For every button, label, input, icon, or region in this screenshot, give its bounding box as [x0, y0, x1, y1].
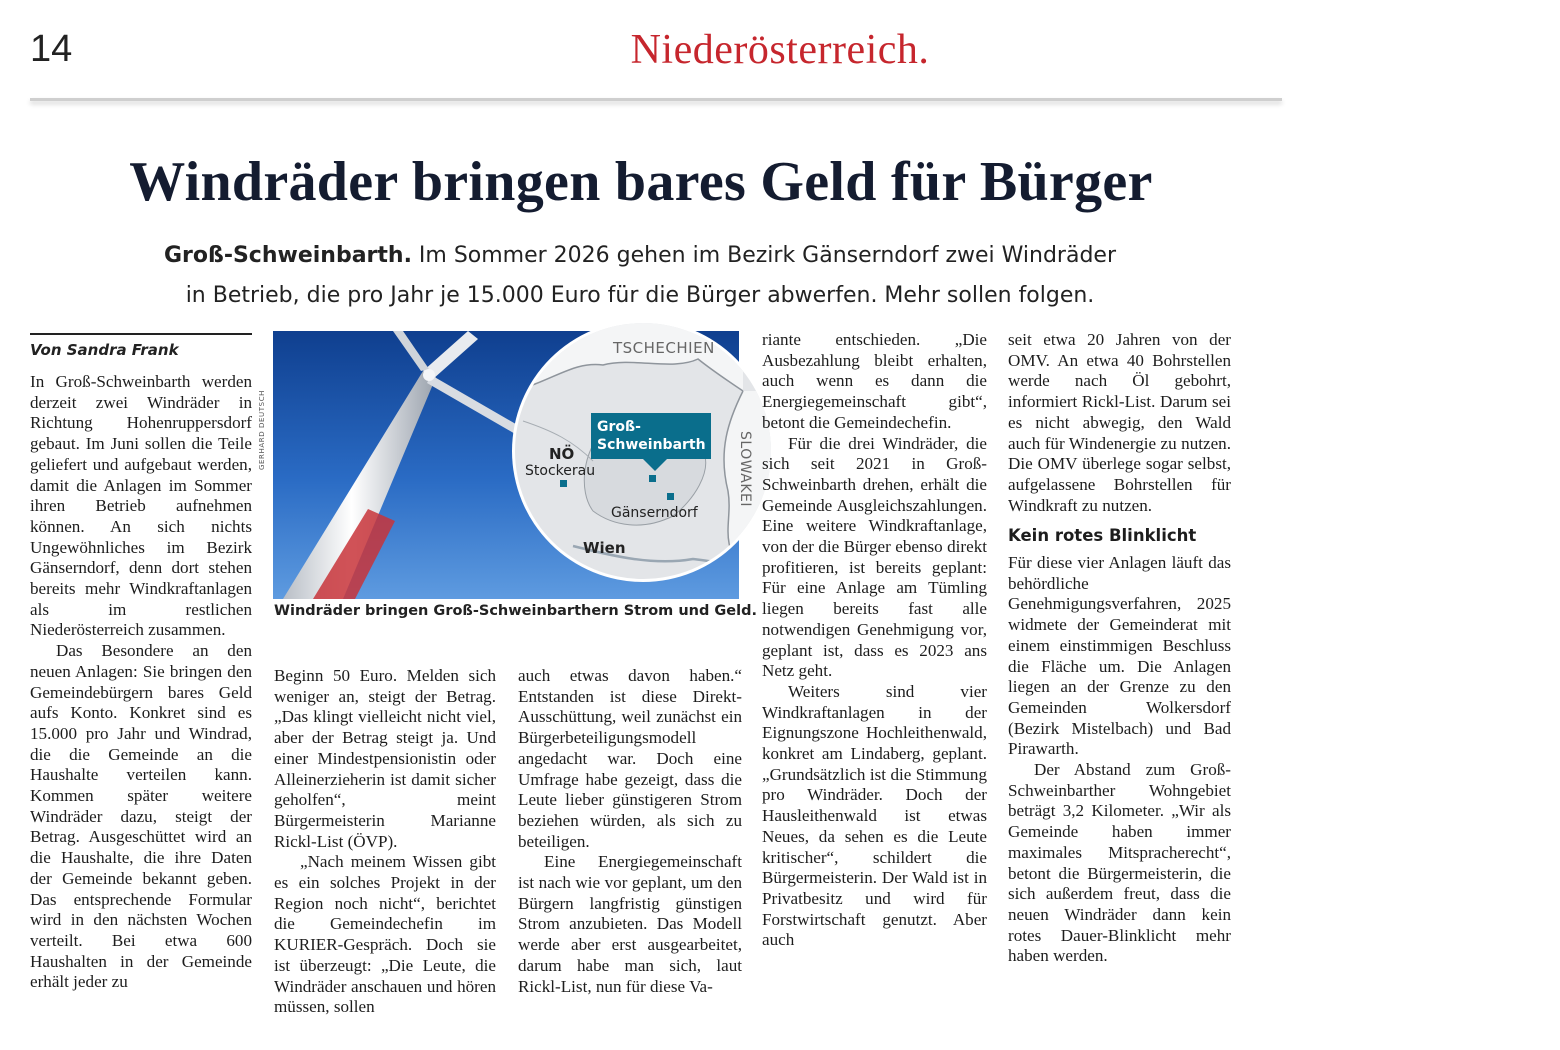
map-highlight-line-2: Schweinbarth	[597, 437, 706, 453]
paragraph: Der Abstand zum Groß-Schweinbarther Wohngebiet beträgt 3,2 Kilometer. „Wir als Gemeinde haben immer maximales Mitspracherecht“, betont die Bürgermeisterin, die sich außerdem freut, dass die neuen Windräder dann kein rotes Dauer-Blinklicht mehr haben werden.	[1008, 760, 1231, 966]
map-label-capital: Wien	[583, 539, 626, 557]
column-4	[762, 330, 987, 951]
map-marker-gross-schweinbarth	[649, 475, 656, 482]
paragraph: Für diese vier Anlagen läuft das behördliche Genehmigungsverfahren, 2025 widmete der Gemeinderat mit einem einstimmigen Beschluss die Fläche um. Die Anlagen liegen an der Grenze zu den Gemeinden Wolkersdorf (Bezirk Mistelbach) und Bad Pirawarth.	[1008, 553, 1231, 759]
column-1	[30, 372, 252, 993]
map-label-city-2: Gänserndorf	[611, 505, 698, 521]
byline-rule	[30, 333, 252, 335]
paragraph: Beginn 50 Euro. Melden sich weniger an, steigt der Betrag. „Das klingt vielleicht nicht viel, aber der Betrag steigt ja. Und einer Mindestpensionistin oder Alleinerzieherin ist damit sicher geholfen“, meint Bürgermeisterin Marianne Rickl-List (ÖVP).	[274, 666, 496, 851]
map-highlight-line-1: Groß-	[597, 419, 641, 435]
wind-turbine-map-graphic	[273, 331, 753, 599]
paragraph: seit etwa 20 Jahren von der OMV. An etwa 40 Bohrstellen werde nach Öl gebohrt, informiert Rickl-List. Darum sei es nicht abwegig, den Wald auch für Windenergie zu nutzen. Die OMV überlege sogar selbst, aufgelassene Bohrstellen für Windkraft zu nutzen.	[1008, 330, 1231, 515]
photo-credit: GERHARD DEUTSCH	[258, 389, 266, 470]
map-label-north: TSCHECHIEN	[613, 339, 715, 357]
paragraph: riante entschieden. „Die Ausbezahlung bleibt erhalten, auch wenn es dann die Energiegemeinschaft gibt“, betont die Gemeindechefin.	[762, 330, 987, 432]
paragraph: In Groß-Schweinbarth werden derzeit zwei Windräder in Richtung Hohenruppersdorf gebaut. Im Juni sollen die Teile geliefert und aufgebaut werden, damit die Anlagen im Sommer ihren Betrieb aufnehmen können. An sich nichts Ungewöhnliches im Bezirk Gänserndorf, denn dort stehen bereits mehr Windkraftanlagen als im restlichen Niederösterreich zusammen.	[30, 372, 252, 640]
headline: Windräder bringen bares Geld für Bürger	[129, 151, 1153, 213]
article-photo	[273, 331, 753, 599]
subheading: Kein rotes Blinklicht	[1008, 526, 1197, 546]
map-marker-gaenserndorf	[667, 493, 674, 500]
paragraph: „Nach meinem Wissen gibt es ein solches Projekt in der Region noch nicht“, berichtet die Gemeindechefin im KURIER-Gespräch. Doch sie ist überzeugt: „Die Leute, die Windräder anschauen und hören müssen, sollen	[274, 852, 496, 1017]
turbine-hub	[423, 369, 435, 381]
lead-place: Groß-Schweinbarth.	[163, 243, 412, 268]
map-label-city-1: Stockerau	[525, 463, 596, 479]
column-2	[274, 666, 496, 1018]
paragraph: Das Besondere an den neuen Anlagen: Sie bringen den Gemeindebürgern bares Geld aufs Konto. Konkret sind es 15.000 pro Jahr und Windrad, die die Gemeinde an die Haushalte verteilen kann. Kommen später weitere Windräder dazu, steigt der Betrag. Ausgeschüttet wird an die Haushalte, die ihre Daten der Gemeinde bekannt geben. Das entsprechende Formular wird in den nächsten Wochen verteilt. Bei etwa 600 Haushalten in der Gemeinde erhält jeder zu	[30, 641, 252, 992]
byline: Von Sandra Frank	[30, 341, 179, 359]
paragraph: auch etwas davon haben.“ Entstanden ist diese Direkt-Ausschüttung, weil zunächst ein Bürgerbeteiligungsmodell angedacht war. Doch eine Umfrage habe gezeigt, dass die Leute lieber günstigeren Strom beziehen würden, als sich zu beteiligen.	[518, 666, 742, 851]
lead-line-1: Im Sommer 2026 gehen im Bezirk Gänserndorf zwei Windräder	[411, 243, 1117, 268]
paragraph: Weiters sind vier Windkraftanlagen in der Eignungszone Hochleithenwald, konkret am Lindaberg, geplant. „Grundsätzlich ist die Stimmung pro Windräder. Doch der Hausleithenwald ist etwas Neues, da sehen es die Leute kritischer“, schildert die Bürgermeisterin. Der Wald ist in Privatbesitz und wird für Forstwirtschaft genutzt. Aber auch	[762, 681, 987, 950]
photo-caption: Windräder bringen Groß-Schweinbarthern Strom und Geld.	[274, 603, 758, 619]
column-5	[1008, 330, 1231, 967]
page-number: 14	[30, 28, 73, 70]
map-label-east: SLOWAKEI	[737, 431, 753, 508]
column-3	[518, 666, 742, 997]
lead-paragraph	[150, 236, 1130, 316]
header-rule	[30, 98, 1282, 101]
map-marker-stockerau	[560, 480, 567, 487]
lead-line-2: in Betrieb, die pro Jahr je 15.000 Euro für die Bürger abwerfen. Mehr sollen folgen.	[185, 283, 1095, 308]
map-label-region: NÖ	[549, 445, 575, 463]
section-title: Niederösterreich.	[630, 27, 930, 73]
paragraph: Für die drei Windräder, die sich seit 2021 in Groß-Schweinbarth drehen, erhält die Gemeinde Ausgleichszahlungen. Eine weitere Windkraftanlage, von der die Bürger ebenso direkt profitieren, ist bereits geplant: Für eine Anlage am Tümling liegen bereits fast alle notwendigen Genehmigung vor, geplant ist, dass es 2023 ans Netz geht.	[762, 433, 987, 681]
paragraph: Eine Energiegemeinschaft ist nach wie vor geplant, um den Bürgern langfristig günstigen Strom anzubieten. Das Modell werde aber erst ausgearbeitet, darum habe man sich, laut Rickl-List, nun für diese Va-	[518, 852, 742, 996]
